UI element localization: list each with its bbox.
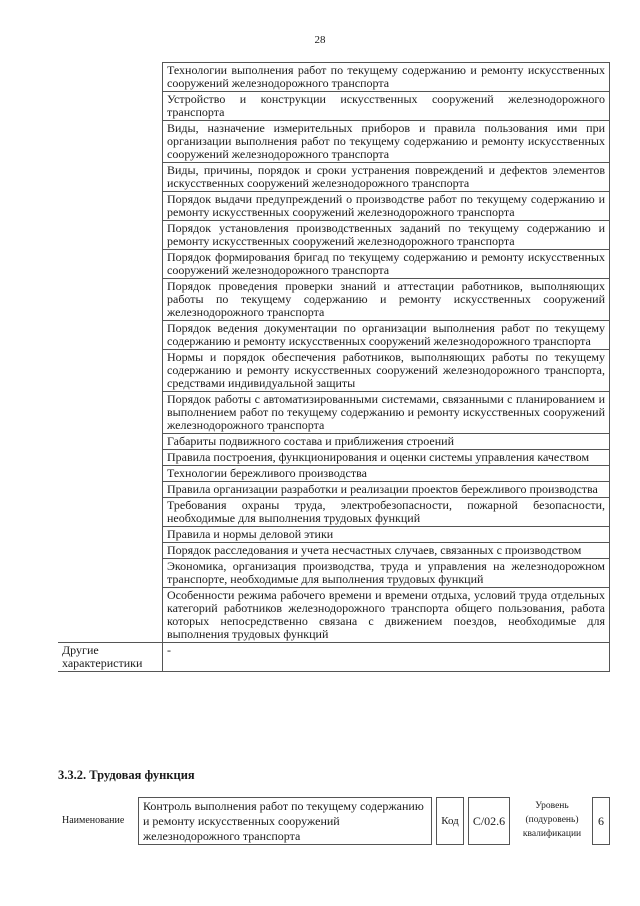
- knowledge-row: [58, 450, 610, 466]
- knowledge-row: [58, 588, 610, 643]
- knowledge-row: [58, 279, 610, 321]
- function-code-label: Код: [436, 797, 464, 845]
- knowledge-label-cell: [58, 192, 163, 221]
- knowledge-row: [58, 498, 610, 527]
- knowledge-item: Особенности режима рабочего времени и времени отдыха, условий труда отдельных категорий работников железнодорожного транспорта общего пользования, работа которых непосредственно связана с движением поездов, необходимые для выполнения трудовых функций: [163, 588, 610, 643]
- knowledge-label-cell: [58, 350, 163, 392]
- knowledge-row: [58, 63, 610, 92]
- knowledge-row: [58, 192, 610, 221]
- knowledge-item: Требования охраны труда, электробезопасности, пожарной безопасности, необходимые для выполнения трудовых функций: [163, 498, 610, 527]
- knowledge-label-cell: [58, 92, 163, 121]
- knowledge-item: Порядок установления производственных заданий по текущему содержанию и ремонту искусственных сооружений железнодорожного транспорта: [163, 221, 610, 250]
- knowledge-label-cell: [58, 559, 163, 588]
- knowledge-row: [58, 559, 610, 588]
- knowledge-label-cell: [58, 498, 163, 527]
- other-characteristics-row: [58, 643, 610, 672]
- knowledge-row: [58, 527, 610, 543]
- knowledge-item: Экономика, организация производства, труда и управления на железнодорожном транспорте, необходимые для выполнения трудовых функций: [163, 559, 610, 588]
- other-characteristics-label: Другие характеристики: [58, 643, 163, 672]
- knowledge-label-cell: [58, 482, 163, 498]
- knowledge-item: Виды, назначение измерительных приборов и правила пользования ими при организации выполнения работ по текущему содержанию и ремонту искусственных сооружений железнодорожного транспорта: [163, 121, 610, 163]
- labor-function-row: [58, 797, 618, 849]
- knowledge-row: [58, 543, 610, 559]
- knowledge-table: [58, 62, 610, 672]
- knowledge-item: Порядок расследования и учета несчастных случаев, связанных с производством: [163, 543, 610, 559]
- knowledge-item: Порядок формирования бригад по текущему содержанию и ремонту искусственных сооружений железнодорожного транспорта: [163, 250, 610, 279]
- knowledge-row: [58, 321, 610, 350]
- knowledge-label-cell: [58, 279, 163, 321]
- knowledge-item: Технологии бережливого производства: [163, 466, 610, 482]
- knowledge-row: [58, 482, 610, 498]
- knowledge-item: Порядок работы с автоматизированными системами, связанными с планированием и выполнением работ по текущему содержанию и ремонту искусственных сооружений железнодорожного транспорта: [163, 392, 610, 434]
- qualification-level-label: Уровень (подуровень) квалификации: [522, 801, 582, 839]
- knowledge-label-cell: [58, 450, 163, 466]
- knowledge-label-cell: [58, 543, 163, 559]
- section-heading: 3.3.2. Трудовая функция: [58, 768, 195, 782]
- knowledge-item: Устройство и конструкции искусственных сооружений железнодорожного транспорта: [163, 92, 610, 121]
- knowledge-item: Технологии выполнения работ по текущему содержанию и ремонту искусственных сооружений железнодорожного транспорта: [163, 63, 610, 92]
- function-name-value: Контроль выполнения работ по текущему содержанию и ремонту искусственных сооружений железнодорожного транспорта: [138, 797, 432, 845]
- knowledge-item: Правила и нормы деловой этики: [163, 527, 610, 543]
- function-name-label: Наименование: [62, 815, 125, 826]
- knowledge-row: [58, 92, 610, 121]
- knowledge-label-cell: [58, 163, 163, 192]
- knowledge-row: [58, 392, 610, 434]
- knowledge-label-cell: [58, 321, 163, 350]
- knowledge-row: [58, 221, 610, 250]
- knowledge-row: [58, 350, 610, 392]
- knowledge-item: Габариты подвижного состава и приближения строений: [163, 434, 610, 450]
- knowledge-label-cell: [58, 221, 163, 250]
- knowledge-item: Нормы и порядок обеспечения работников, выполняющих работы по текущему содержанию и ремонту искусственных сооружений железнодорожного транспорта, средствами индивидуальной защиты: [163, 350, 610, 392]
- knowledge-label-cell: [58, 466, 163, 482]
- knowledge-label-cell: [58, 121, 163, 163]
- page-number: 28: [314, 34, 326, 46]
- knowledge-row: [58, 434, 610, 450]
- knowledge-row: [58, 121, 610, 163]
- knowledge-label-cell: [58, 392, 163, 434]
- qualification-level-value: 6: [592, 797, 610, 845]
- knowledge-row: [58, 466, 610, 482]
- knowledge-item: Порядок ведения документации по организации выполнения работ по текущему содержанию и ремонту искусственных сооружений железнодорожного транспорта: [163, 321, 610, 350]
- knowledge-row: [58, 163, 610, 192]
- function-code-value: С/02.6: [468, 797, 510, 845]
- knowledge-label-cell: [58, 434, 163, 450]
- knowledge-label-cell: [58, 527, 163, 543]
- knowledge-item: Виды, причины, порядок и сроки устранения повреждений и дефектов элементов искусственных сооружений железнодорожного транспорта: [163, 163, 610, 192]
- knowledge-row: [58, 250, 610, 279]
- knowledge-table-body: [58, 63, 610, 672]
- knowledge-label-cell: [58, 63, 163, 92]
- knowledge-item: Правила построения, функционирования и оценки системы управления качеством: [163, 450, 610, 466]
- other-characteristics-value: -: [163, 643, 610, 672]
- knowledge-item: Порядок проведения проверки знаний и аттестации работников, выполняющих работы по текущему содержанию и ремонту искусственных сооружений железнодорожного транспорта: [163, 279, 610, 321]
- knowledge-label-cell: [58, 250, 163, 279]
- knowledge-item: Правила организации разработки и реализации проектов бережливого производства: [163, 482, 610, 498]
- knowledge-label-cell: [58, 588, 163, 643]
- knowledge-item: Порядок выдачи предупреждений о производстве работ по текущему содержанию и ремонту искусственных сооружений железнодорожного транспорта: [163, 192, 610, 221]
